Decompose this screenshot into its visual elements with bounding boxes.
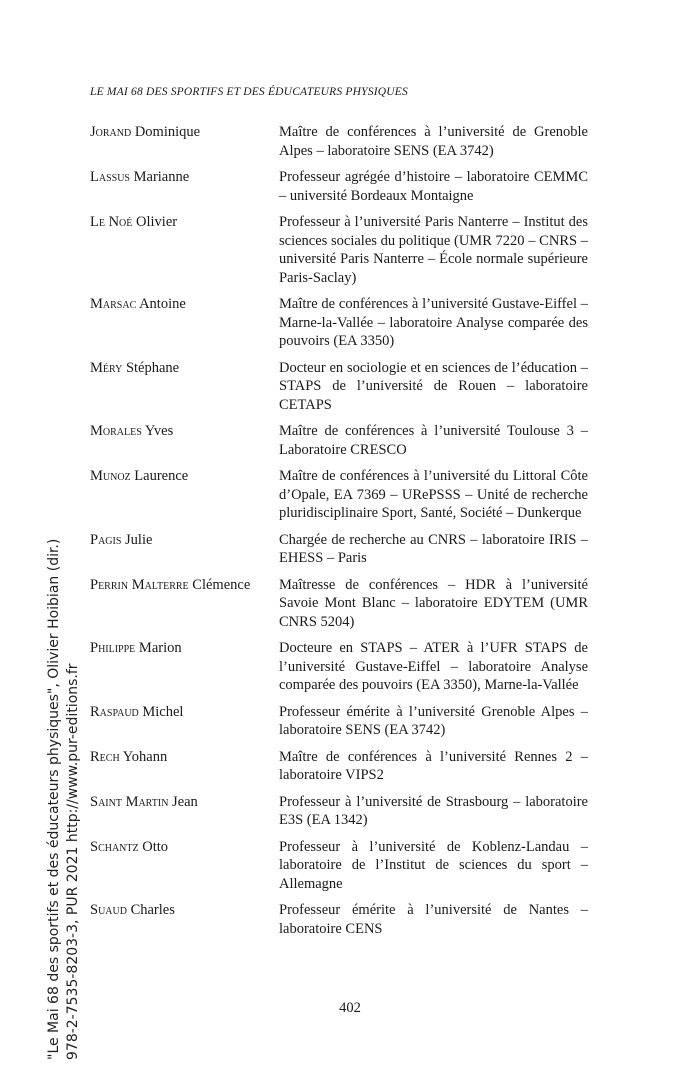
contributor-surname: Pagis (90, 531, 122, 548)
contributor-surname: Perrin Malterre (90, 576, 189, 593)
contributor-affiliation: Professeur à l’université de Koblenz-Landau – laboratoire de l’Institut de sciences du sport – Allemagne (279, 838, 588, 892)
contributor-surname: Morales (90, 423, 142, 439)
page-number: 402 (339, 1000, 361, 1016)
contributor-firstname: Antoine (139, 296, 186, 312)
contributor-name (90, 531, 279, 568)
contributor-affiliation: Docteur en sociologie et en sciences de l’éducation – STAPS de l’université de Rouen – laboratoire CETAPS (279, 359, 588, 413)
contributor-surname: Marsac (90, 296, 137, 312)
contributor-affiliation: Maître de conférences à l’université Gustave-Eiffel – Marne-la-Vallée – laboratoire Analyse comparée des pouvoirs (EA 3350) (279, 296, 588, 349)
contributor-entry (90, 793, 588, 830)
side-note-line-1: "Le Mai 68 des sportifs et des éducateurs physiques", Olivier Hoibian (dir.) (46, 538, 62, 1060)
contributor-entry (90, 639, 588, 695)
contributor-affiliation: Maître de conférences à l’université Rennes 2 – laboratoire VIPS2 (279, 748, 588, 783)
contributor-entry (90, 168, 588, 205)
contributor-entry (90, 901, 588, 938)
contributor-firstname: Marianne (133, 169, 190, 185)
contributor-name (90, 901, 279, 938)
contributor-surname: Raspaud (90, 703, 139, 720)
contributor-firstname: Olivier (136, 214, 178, 230)
contributor-surname: Lassus (90, 169, 130, 185)
contributor-affiliation: Maîtresse de conférences – HDR à l’université Savoie Mont Blanc – laboratoire EDYTEM (UMR CNRS 5204) (279, 576, 588, 630)
contributor-affiliation: Professeur émérite à l’université Grenoble Alpes – laboratoire SENS (EA 3742) (279, 703, 588, 738)
contributor-affiliation: Professeur à l’université Paris Nanterre – Institut des sciences sociales du politique (UMR 7220 – CNRS – université Paris Nanterre – École normale supérieure Paris-Saclay) (279, 214, 588, 286)
contributor-name (90, 295, 279, 351)
contributor-surname: Rech (90, 748, 120, 765)
contributor-affiliation: Professeur agrégée d’histoire – laboratoire CEMMC – université Bordeaux Montaigne (279, 169, 588, 204)
contributor-name (90, 639, 279, 695)
contributor-name (90, 467, 279, 523)
contributor-entry (90, 531, 588, 568)
contributor-surname: Méry (90, 359, 123, 376)
contributor-name (90, 123, 279, 160)
contributor-entry (90, 748, 588, 785)
contributor-firstname: Michel (142, 703, 184, 720)
contributor-affiliation: Maître de conférences à l’université du Littoral Côte d’Opale, EA 7369 – URePSSS – Unité de recherche pluridisciplinaire Sport, Santé, Société – Dunkerque (279, 468, 588, 521)
contributor-surname: Munoz (90, 468, 131, 484)
contributor-entry (90, 422, 588, 459)
contributor-firstname: Stéphane (125, 359, 180, 376)
contributor-entry (90, 359, 588, 415)
contributor-entry (90, 576, 588, 632)
contributor-name (90, 213, 279, 287)
contributor-firstname: Yves (144, 423, 174, 439)
side-note-line-2: 978-2-7535-8203-3, PUR 2021 http://www.pur-editions.fr (65, 663, 81, 1060)
contributor-affiliation: Chargée de recherche au CNRS – laboratoire IRIS – EHESS – Paris (279, 531, 588, 566)
contributor-surname: Suaud (90, 902, 127, 918)
contributor-entry (90, 123, 588, 160)
contributor-affiliation: Docteure en STAPS – ATER à l’UFR STAPS de l’université Gustave-Eiffel – laboratoire Analyse comparée des pouvoirs (EA 3350), Marne-la-Vallée (279, 640, 588, 693)
running-head: LE MAI 68 DES SPORTIFS ET DES ÉDUCATEURS PHYSIQUES (90, 86, 408, 98)
contributor-name (90, 576, 279, 632)
contributor-name (90, 748, 279, 785)
contributor-name (90, 422, 279, 459)
contributor-firstname: Clémence (192, 576, 251, 593)
contributor-name (90, 793, 279, 830)
contributor-firstname: Otto (142, 838, 169, 855)
contributor-entry (90, 213, 588, 287)
contributor-firstname: Dominique (134, 124, 201, 140)
contributor-affiliation: Professeur à l’université de Strasbourg – laboratoire E3S (EA 1342) (279, 793, 588, 828)
contributor-name (90, 168, 279, 205)
contributor-name (90, 703, 279, 740)
contributor-affiliation: Maître de conférences à l’université de Grenoble Alpes – laboratoire SENS (EA 3742) (279, 124, 588, 159)
contributor-firstname: Julie (125, 531, 153, 548)
contributor-entry (90, 295, 588, 351)
contributor-affiliation: Professeur émérite à l’université de Nantes – laboratoire CENS (279, 902, 588, 937)
contributor-entry (90, 703, 588, 740)
contributor-name (90, 359, 279, 415)
contributor-surname: Jorand (90, 124, 132, 140)
contributor-name (90, 838, 279, 894)
contributor-surname: Schantz (90, 838, 139, 855)
side-copyright-note (45, 539, 83, 1060)
contributor-firstname: Charles (130, 902, 175, 918)
contributor-surname: Le Noé (90, 214, 133, 230)
contributor-firstname: Marion (138, 640, 182, 656)
contributor-firstname: Laurence (134, 468, 189, 484)
contributor-entry (90, 467, 588, 523)
contributor-firstname: Jean (172, 793, 198, 810)
contributor-entry (90, 838, 588, 894)
contributors-list (90, 123, 588, 946)
contributor-surname: Saint Martin (90, 793, 169, 810)
contributor-firstname: Yohann (122, 748, 168, 765)
contributor-surname: Philippe (90, 640, 136, 656)
contributor-affiliation: Maître de conférences à l’université Toulouse 3 – Laboratoire CRESCO (279, 423, 588, 458)
